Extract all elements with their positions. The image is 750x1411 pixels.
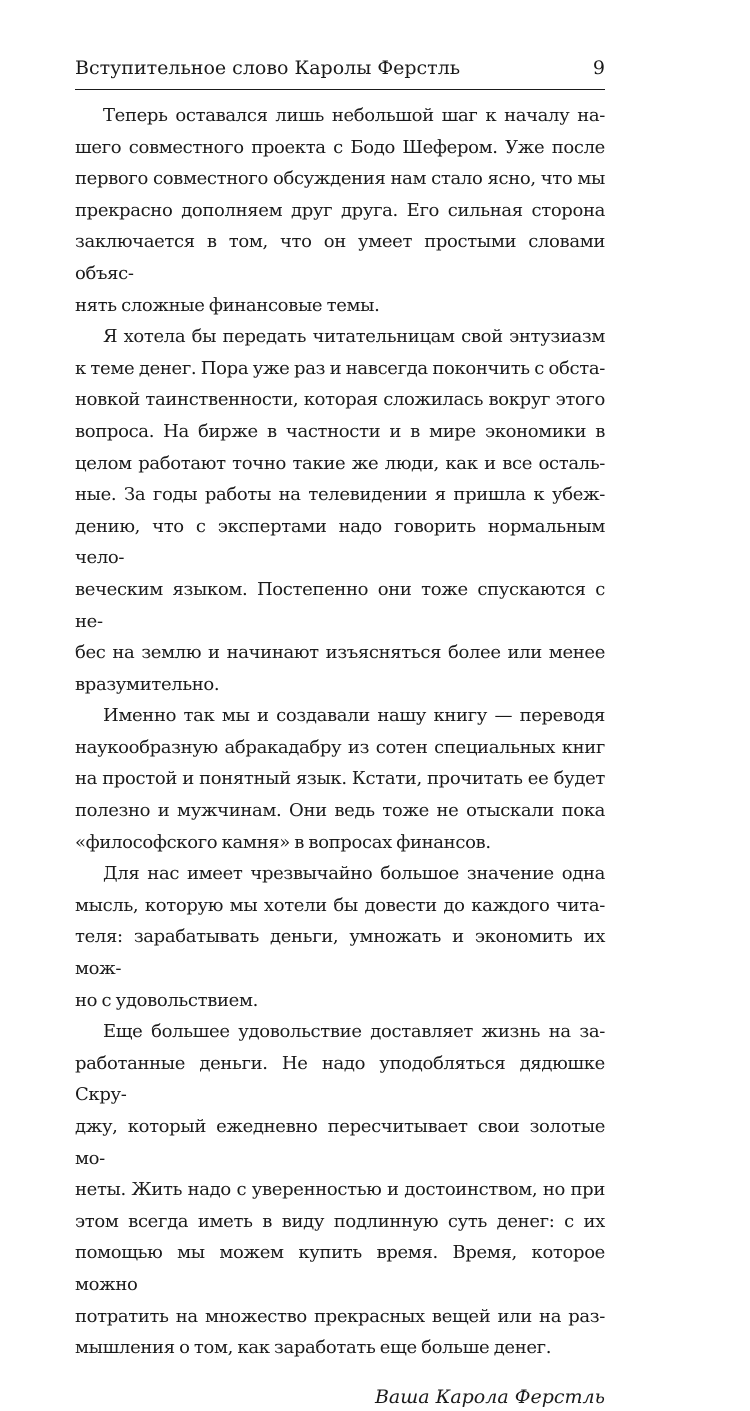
text-line: к теме денег. Пора уже раз и навсегда покончить с обста- [75,357,605,379]
text-line: бес на землю и начинают изъясняться более или менее [75,642,605,664]
running-header [75,55,605,90]
book-page [75,55,605,1411]
text-line: мысль, которую мы хотели бы довести до каждого чита- [75,894,605,916]
text-line: работанные деньги. Не надо уподобляться дядюшке Скру- [75,1052,605,1106]
text-line: Для нас имеет чрезвычайно большое значение одна [103,863,605,885]
text-line: прекрасно дополняем друг друга. Его сильная сторона [75,199,605,221]
text-line: джу, который ежедневно пересчитывает свои золотые мо- [75,1116,605,1169]
text-line: веческим языком. Постепенно они тоже спускаются с не- [75,578,605,632]
text-line: мышления о том, как заработать еще больше денег. [75,1337,552,1359]
text-line: заключается в том, что он умеет простыми словами объяс- [75,231,605,284]
text-line: первого совместного обсуждения нам стало ясно, что мы [75,168,605,190]
text-line: новкой таинственности, которая сложилась вокруг этого [75,389,605,411]
text-line: шего совместного проекта с Бодо Шефером. Уже после [75,136,605,158]
text-line: вопроса. На бирже в частности и в мире экономики в [75,420,605,442]
chapter-title: Вступительное слово Каролы Ферстль [75,57,461,79]
page-number: 9 [592,57,605,79]
text-line: целом работают точно такие же люди, как и все осталь- [75,452,605,474]
text-line: теля: зарабатывать деньги, умножать и экономить их мож- [75,926,605,980]
signature: Ваша Карола Ферстль [374,1385,605,1408]
paragraph [75,700,605,858]
text-line: Я хотела бы передать читательницам свой энтузиазм [103,326,605,348]
text-line: Еще большее удовольствие доставляет жизнь на за- [103,1021,605,1043]
paragraph [75,321,605,700]
text-line: помощью мы можем купить время. Время, которое можно [75,1242,605,1295]
text-line: дению, что с экспертами надо говорить нормальным чело- [75,515,605,569]
text-line: нять сложные финансовые темы. [75,294,380,316]
text-line: наукообразную абракадабру из сотен специальных книг [75,736,605,758]
text-line: неты. Жить надо с уверенностью и достоинством, но при [75,1179,605,1201]
text-line: потратить на множество прекрасных вещей или на раз- [75,1305,605,1327]
text-line: Теперь оставался лишь небольшой шаг к началу на- [103,105,605,126]
text-line: вразумительно. [75,673,220,695]
text-line: на простой и понятный язык. Кстати, прочитать ее будет [75,768,605,790]
text-line: «философского камня» в вопросах финансов. [75,831,491,853]
body-text [75,100,605,1364]
text-line: этом всегда иметь в виду подлинную суть денег: с их [75,1210,605,1232]
text-line: ные. За годы работы на телевидении я пришла к убеж- [75,484,605,506]
paragraph [75,100,605,321]
paragraph [75,1016,605,1364]
text-line: полезно и мужчинам. Они ведь тоже не отыскали пока [75,800,605,822]
text-line: но с удовольствием. [75,989,258,1011]
text-line: Именно так мы и создавали нашу книгу — переводя [103,705,605,727]
paragraph [75,858,605,1016]
